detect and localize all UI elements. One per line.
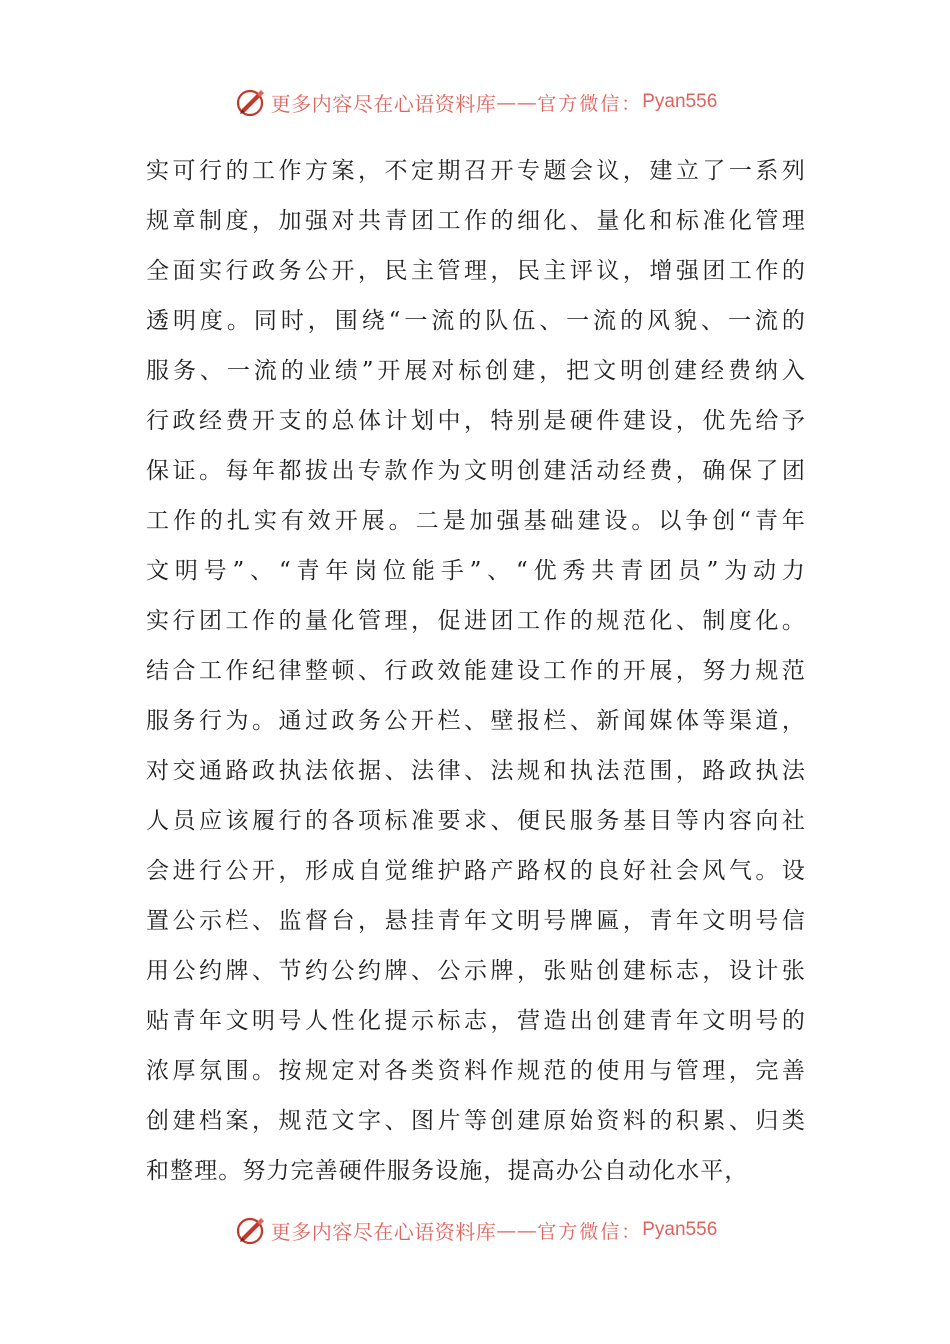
body-line: 服务、一流的业绩”开展对标创建，把文明创建经费纳入 <box>146 358 806 384</box>
body-line: 实行团工作的量化管理，促进团工作的规范化、制度化。 <box>146 608 806 634</box>
body-line: 保证。每年都拔出专款作为文明创建活动经费，确保了团 <box>146 458 806 484</box>
body-line: 透明度。同时，围绕“一流的队伍、一流的风貌、一流的 <box>146 308 806 334</box>
footer-site-text: 更多内容尽在心语资料库 <box>270 1219 497 1244</box>
footer-dash: —— <box>496 1218 538 1242</box>
body-line: 文明号”、“青年岗位能手”、“优秀共青团员”为动力 <box>146 558 806 584</box>
document-body <box>146 146 806 1196</box>
footer-wechat-label: 官方微信： <box>537 1220 643 1243</box>
body-line: 和整理。努力完善硬件服务设施，提高办公自动化水平， <box>146 1158 749 1184</box>
body-line: 结合工作纪律整顿、行政效能建设工作的开展，努力规范 <box>146 658 806 684</box>
body-line: 人员应该履行的各项标准要求、便民服务基目等内容向社 <box>146 808 806 834</box>
header-wechat-id: Pyan556 <box>642 91 718 112</box>
body-line: 对交通路政执法依据、法律、法规和执法范围，路政执法 <box>146 758 806 784</box>
header-dash: —— <box>496 90 538 114</box>
body-line: 创建档案，规范文字、图片等创建原始资料的积累、归类 <box>146 1108 806 1134</box>
pen-logo-icon <box>233 85 267 119</box>
footer-wechat-id: Pyan556 <box>642 1219 718 1240</box>
body-line: 浓厚氛围。按规定对各类资料作规范的使用与管理，完善 <box>146 1058 806 1084</box>
body-line: 行政经费开支的总体计划中，特别是硬件建设，优先给予 <box>146 408 806 434</box>
body-line: 规章制度，加强对共青团工作的细化、量化和标准化管理 <box>146 208 806 234</box>
header-banner <box>0 82 950 122</box>
header-wechat-label: 官方微信： <box>537 92 643 115</box>
body-line: 置公示栏、监督台，悬挂青年文明号牌匾，青年文明号信 <box>146 908 806 934</box>
body-line: 实可行的工作方案，不定期召开专题会议，建立了一系列 <box>146 158 806 184</box>
pen-logo-icon <box>233 1213 267 1247</box>
body-line: 会进行公开，形成自觉维护路产路权的良好社会风气。设 <box>146 858 806 884</box>
body-line: 服务行为。通过政务公开栏、壁报栏、新闻媒体等渠道， <box>146 708 806 734</box>
body-line: 全面实行政务公开，民主管理，民主评议，增强团工作的 <box>146 258 806 284</box>
footer-banner <box>0 1210 950 1250</box>
body-line: 用公约牌、节约公约牌、公示牌，张贴创建标志，设计张 <box>146 958 806 984</box>
body-line: 工作的扎实有效开展。二是加强基础建设。以争创“青年 <box>146 508 806 534</box>
body-line: 贴青年文明号人性化提示标志，营造出创建青年文明号的 <box>146 1008 806 1034</box>
header-site-text: 更多内容尽在心语资料库 <box>270 91 497 116</box>
